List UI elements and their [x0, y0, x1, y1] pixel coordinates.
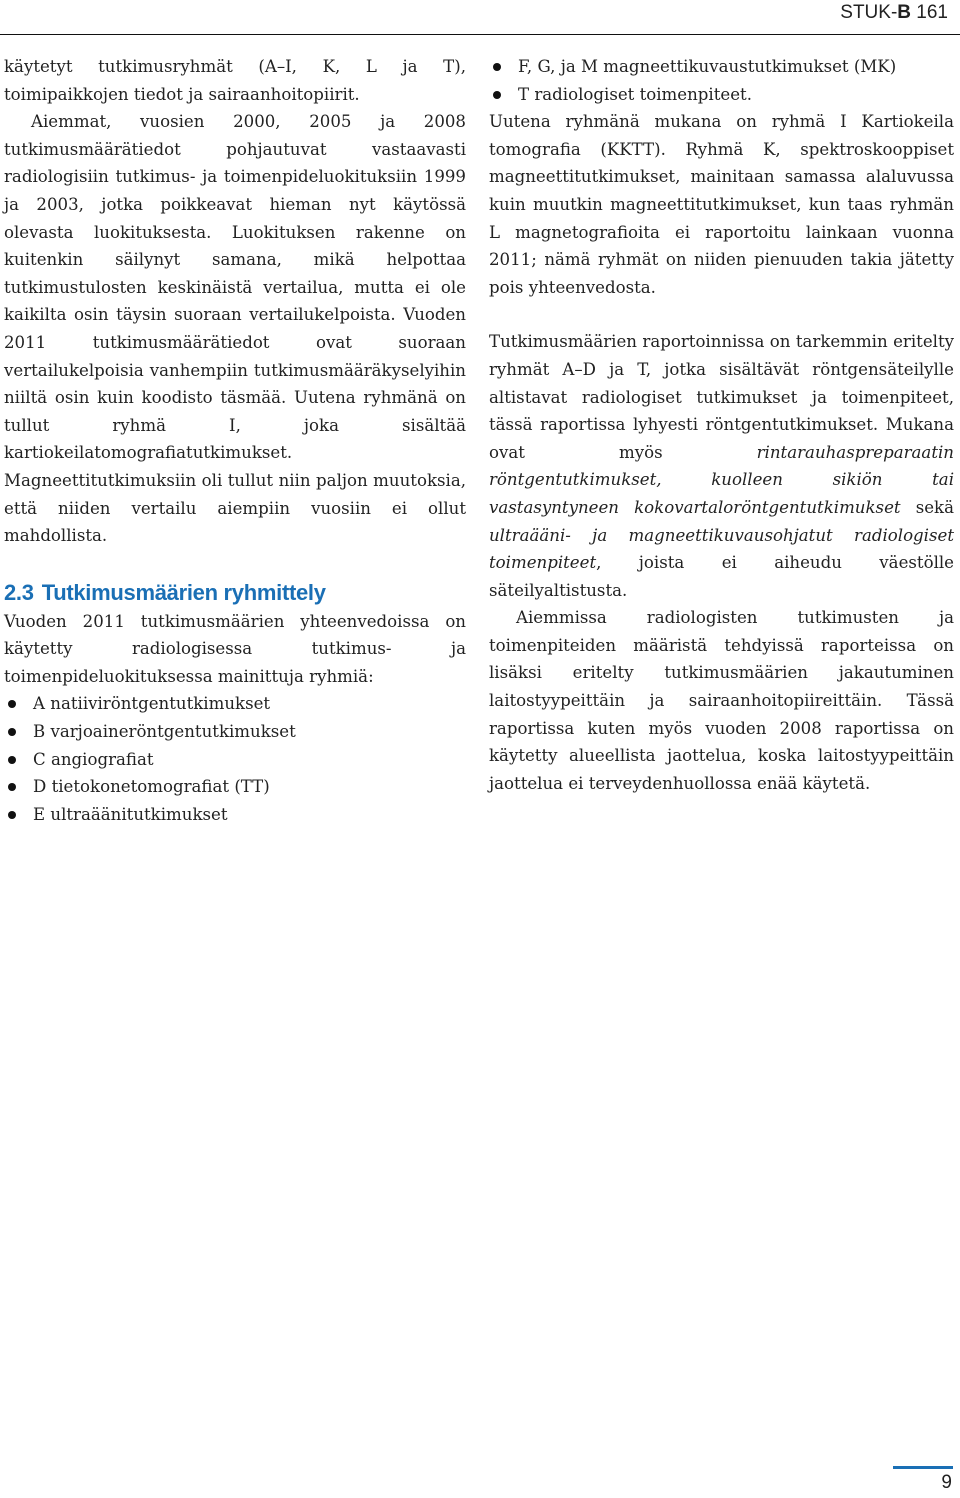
bullet-icon	[8, 783, 16, 791]
list-item	[489, 53, 954, 81]
publication-label-number: 161	[911, 2, 948, 23]
list-item	[4, 801, 466, 829]
list-item-text: A natiiviröntgentutkimukset	[33, 694, 271, 714]
left-paragraph-2: Aiemmat, vuosien 2000, 2005 ja 2008 tutkimusmäärätiedot pohjautuvat vastaavasti radiologisiin tutkimus- ja toimenpideluokituksiin 1999 ja 2003, jotka poikkeavat hieman nyt käytössä olevasta luokituksesta. Luokituksen rakenne on kuitenkin säilynyt samana, mikä helpottaa tutkimustulosten keskinäistä vertailua, mutta ei ole kaikilta osin täysin suoraan vertailukelpoista. Vuoden 2011 tutkimusmäärätiedot ovat suoraan vertailukelpoisia vanhempiin tutkimusmääräkyselyihin niiltä osin kuin koodisto täsmää. Uutena ryhmänä on tullut ryhmä I, joka sisältää kartiokeilatomografiatutkimukset. Magneettitutkimuksiin oli tullut niin paljon muutoksia, että niiden vertailu aiempiin vuosiin ei ollut mahdollista.	[4, 112, 466, 546]
right-paragraph-2-mid: sekä	[900, 497, 954, 517]
bullet-icon	[8, 756, 16, 764]
page-number: 9	[941, 1472, 952, 1493]
list-item-text: T radiologiset toimenpiteet.	[518, 84, 752, 104]
header-rule	[0, 34, 960, 35]
list-item	[489, 81, 954, 109]
group-list-left	[4, 690, 466, 828]
list-item-text: E ultraäänitutkimukset	[33, 804, 228, 824]
bullet-icon	[8, 700, 16, 708]
left-paragraph-1: käytetyt tutkimusryhmät (A–I, K, L ja T), toimipaikkojen tiedot ja sairaanhoitopiirit.	[4, 57, 466, 104]
right-paragraph-2-emphasis-1: rintarauhaspreparaatin röntgentutkimukset, kuolleen sikiön tai vastasyntyneen kokovartaloröntgentutkimukset	[489, 442, 954, 517]
right-paragraph-2-emphasis-2: ultraääni- ja magneettikuvausohjatut radiologiset toimenpiteet	[489, 525, 954, 573]
section-title: Tutkimusmäärien ryhmittely	[41, 579, 326, 605]
publication-label	[840, 2, 948, 24]
bullet-icon	[493, 91, 501, 99]
list-item	[4, 746, 466, 774]
list-item	[4, 690, 466, 718]
bullet-icon	[8, 811, 16, 819]
right-paragraph-2-end: , joista ei aiheudu väestölle säteilyaltistusta.	[489, 553, 954, 600]
publication-label-series: B	[897, 2, 912, 23]
right-paragraph-2-start: Tutkimusmäärien raportoinnissa on tarkemmin eritelty ryhmät A–D ja T, jotka sisältävät röntgensäteilylle altistavat radiologiset tutkimukset ja toimenpiteet, tässä raportissa lyhyesti röntgentutkimukset. Mukana ovat myös	[489, 332, 954, 462]
group-list-right	[489, 53, 954, 108]
section-heading	[4, 578, 466, 608]
list-item-text: F, G, ja M magneettikuvaustutkimukset (MK)	[518, 57, 897, 76]
right-paragraph-1: Uutena ryhmänä mukana on ryhmä I Kartiokeila tomografia (KKTT). Ryhmä K, spektroskooppiset magneettitutkimukset, mainitaan samassa alaluvussa kuin muutkin magneettitutkimukset, kun taas ryhmän L magnetografioita ei raportoitu lainkaan vuonna 2011; nämä ryhmät on niiden pienuuden takia jätetty pois yhteenvedosta.	[489, 112, 954, 297]
right-paragraph-3: Aiemmissa radiologisten tutkimusten ja toimenpiteiden määristä tehdyissä raporteissa on lisäksi eritelty tutkimusmäärien jakautuminen laitostyypeittäin ja sairaanhoitopiireittäin. Tässä raportissa kuten myös vuoden 2008 raportissa on käytetty alueellista jaottelua, koska laitostyypeittäin jaottelua ei terveydenhuollossa enää käytetä.	[489, 608, 954, 793]
list-item-text: C angiografiat	[33, 749, 154, 769]
left-column	[4, 53, 466, 828]
footer-accent-rule	[893, 1466, 953, 1469]
left-paragraph-3: Vuoden 2011 tutkimusmäärien yhteenvedoissa on käytetty radiologisessa tutkimus- ja toimenpideluokituksessa mainittuja ryhmiä:	[4, 611, 466, 686]
list-item	[4, 718, 466, 746]
right-paragraph-2	[489, 328, 954, 604]
section-number: 2.3	[4, 579, 34, 605]
bullet-icon	[8, 728, 16, 736]
list-item	[4, 773, 466, 801]
bullet-icon	[493, 63, 501, 71]
right-column	[489, 53, 954, 797]
list-item-text: B varjoaineröntgentutkimukset	[33, 722, 296, 742]
publication-label-prefix: STUK-	[840, 2, 898, 23]
list-item-text: D tietokonetomografiat (TT)	[33, 777, 270, 797]
